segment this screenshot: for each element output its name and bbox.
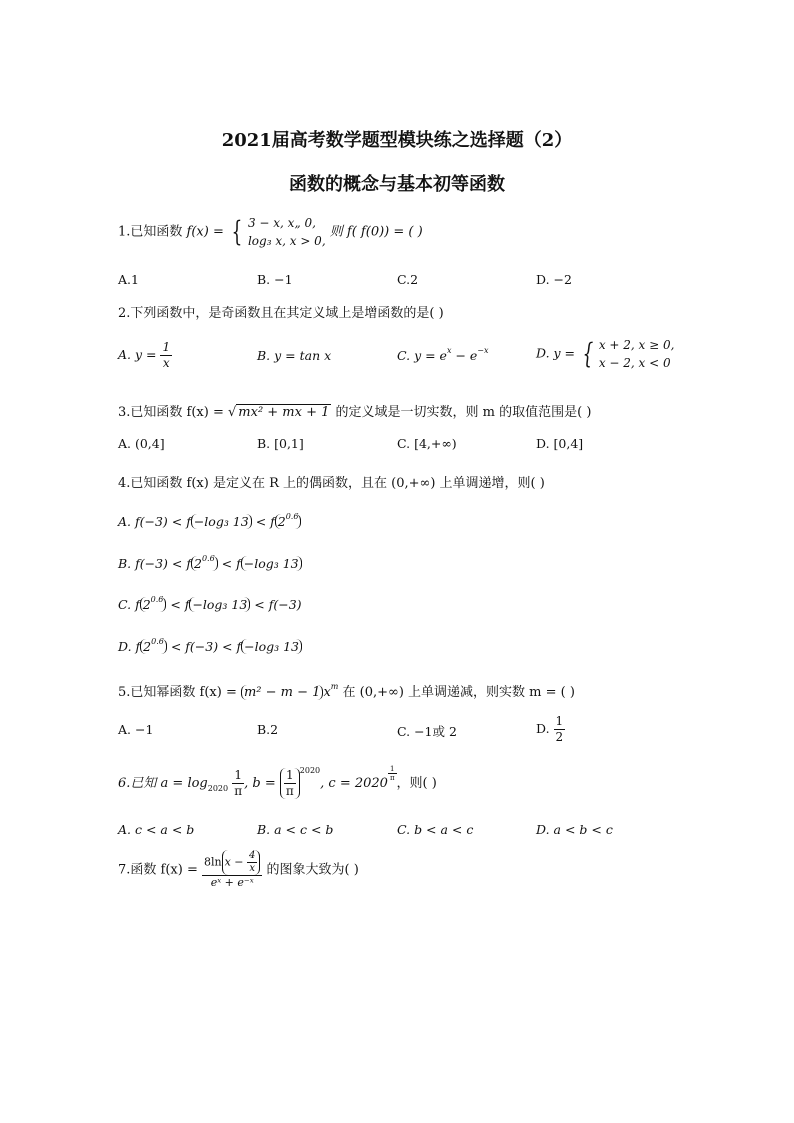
- q5-option-d: [536, 714, 565, 745]
- question-5-prefix: 5.已知幂函数 f(x) =: [118, 685, 241, 700]
- text: < f: [217, 556, 241, 571]
- fraction: [554, 714, 566, 745]
- exponent: 0.6: [201, 554, 215, 563]
- question-6-suffix: ，则( ): [396, 776, 437, 791]
- paren-group: m² − m − 1: [241, 685, 323, 700]
- numerator: 4: [249, 850, 256, 861]
- q1-option-d: D. −2: [536, 272, 572, 287]
- fraction: [160, 340, 172, 371]
- question-1-prefix: 1.已知函数: [118, 224, 187, 240]
- fraction: [284, 768, 296, 799]
- q2-option-a-text: A. y =: [118, 347, 157, 362]
- q6-option-a: A. c < a < b: [118, 822, 195, 837]
- paren-group: −log₃ 13: [191, 514, 252, 529]
- q1-option-c: C.2: [397, 272, 419, 287]
- numerator: [202, 850, 262, 876]
- numerator: 1: [388, 765, 397, 774]
- exponent: 0.6: [150, 595, 164, 604]
- question-2: 2.下列函数中，是奇函数且在其定义域上是增函数的是( ): [118, 306, 444, 321]
- denominator: x: [162, 356, 170, 370]
- question-4: 4.已知函数 f(x) 是定义在 R 上的偶函数，且在 (0,+∞) 上单调递增，则( ): [118, 476, 545, 491]
- question-7-prefix: 7.函数 f(x) =: [118, 862, 202, 878]
- numerator: 1: [284, 768, 296, 784]
- question-7-suffix: 的图象大致为( ): [262, 862, 359, 878]
- q2-option-c: [397, 348, 489, 363]
- piecewise-cases: [248, 214, 326, 250]
- fraction: [247, 850, 257, 875]
- text: D.: [536, 721, 550, 736]
- radicand: mx² + mx + 1: [238, 405, 330, 420]
- text: < f: [166, 597, 190, 612]
- denominator: π: [234, 784, 243, 798]
- text: , b =: [244, 776, 280, 791]
- text: < f: [251, 514, 275, 529]
- base: 2: [142, 597, 151, 612]
- question-3-prefix: 3.已知函数 f(x) =: [118, 405, 228, 420]
- denominator: eˣ + e⁻ˣ: [210, 876, 254, 889]
- piecewise-cases: [599, 336, 675, 372]
- exponent: m: [330, 682, 339, 691]
- question-5-suffix: 在 (0,+∞) 上单调递减，则实数 m = ( ): [338, 685, 575, 700]
- exponent: 2020: [299, 766, 321, 775]
- document-title: 2021届高考数学题型模块练之选择题（2）: [221, 130, 573, 151]
- q4-option-a: [118, 514, 301, 529]
- base: 2: [194, 556, 202, 571]
- text: , c = 2020: [320, 776, 388, 791]
- question-7: [118, 850, 359, 890]
- q6-option-b: B. a < c < b: [257, 822, 334, 837]
- denominator: π: [285, 784, 294, 798]
- q3-option-c: C. [4,+∞): [397, 436, 457, 451]
- question-1-suffix: 则 f( f(0)) = ( ): [329, 224, 423, 240]
- text: 8ln: [203, 855, 222, 869]
- document-subtitle: 函数的概念与基本初等函数: [289, 174, 505, 195]
- text: < f(−3) < f: [166, 639, 242, 654]
- paren-group: −log₃ 13: [241, 639, 302, 654]
- q3-option-a: A. (0,4]: [118, 436, 165, 451]
- denominator: π: [389, 774, 395, 782]
- fraction: [202, 850, 262, 890]
- exponent: −x: [477, 346, 489, 355]
- q2-option-a: [118, 340, 172, 371]
- q2-option-c-text: C. y = e: [397, 348, 447, 363]
- exponent: 0.6: [151, 637, 164, 646]
- text: A. f(−3) < f: [118, 514, 191, 529]
- q4-option-c: [118, 597, 302, 612]
- q5-option-a: A. −1: [118, 722, 154, 737]
- denominator: 2: [555, 730, 564, 744]
- base: 2: [143, 639, 152, 654]
- q3-option-d: D. [0,4]: [536, 436, 584, 451]
- numerator: 1: [232, 768, 244, 784]
- case-2: x − 2, x < 0: [598, 356, 671, 370]
- exponent: x: [446, 346, 452, 355]
- denominator: x: [249, 863, 256, 874]
- q6-option-d: D. a < b < c: [536, 822, 613, 837]
- case-1: 3 − x, x„ 0,: [247, 216, 316, 230]
- q2-option-d-text: D. y =: [536, 345, 576, 361]
- question-5: [118, 681, 575, 700]
- case-2: log₃ x, x > 0,: [247, 234, 326, 248]
- case-1: x + 2, x ≥ 0,: [598, 338, 675, 352]
- numerator: 1: [162, 340, 171, 354]
- q2-option-b: B. y = tan x: [257, 348, 332, 363]
- brace: {: [231, 215, 243, 248]
- exponent: 0.6: [285, 512, 299, 521]
- fraction: [232, 768, 244, 799]
- variable: x: [323, 685, 331, 700]
- q4-option-b: [118, 556, 302, 571]
- question-6: [118, 765, 437, 799]
- text: B. f(−3) < f: [118, 556, 191, 571]
- question-6-prefix: 6.已知 a = log: [118, 776, 208, 791]
- text: C. f: [118, 597, 140, 612]
- text: D. f: [118, 639, 141, 654]
- text: x −: [224, 855, 248, 869]
- q4-option-d: [118, 639, 302, 654]
- base: 2: [277, 514, 286, 529]
- paren-group: −log₃ 13: [189, 597, 250, 612]
- q5-option-b: B.2: [257, 722, 279, 737]
- q2-option-d: [536, 336, 674, 372]
- question-1-function: f(x) =: [186, 224, 224, 240]
- question-1: [118, 214, 423, 250]
- question-3-suffix: 的定义域是一切实数，则 m 的取值范围是( ): [331, 405, 592, 420]
- text: < f(−3): [250, 597, 302, 612]
- numerator: 1: [555, 714, 564, 728]
- q2-option-c-minus: − e: [451, 348, 478, 363]
- q3-option-b: B. [0,1]: [257, 436, 304, 451]
- q1-option-a: A.1: [118, 272, 139, 287]
- q1-option-b: B. −1: [257, 272, 293, 287]
- question-3: 3.已知函数 f(x) = √ mx² + mx + 1 的定义域是一切实数，则 m 的取值范围是( ): [118, 405, 592, 420]
- q5-option-c: C. −1或 2: [397, 724, 457, 739]
- subscript: 2020: [207, 784, 229, 793]
- brace: {: [582, 337, 594, 370]
- paren-group: −log₃ 13: [241, 556, 302, 571]
- q6-option-c: C. b < a < c: [397, 822, 474, 837]
- exponent-fraction: [388, 765, 397, 782]
